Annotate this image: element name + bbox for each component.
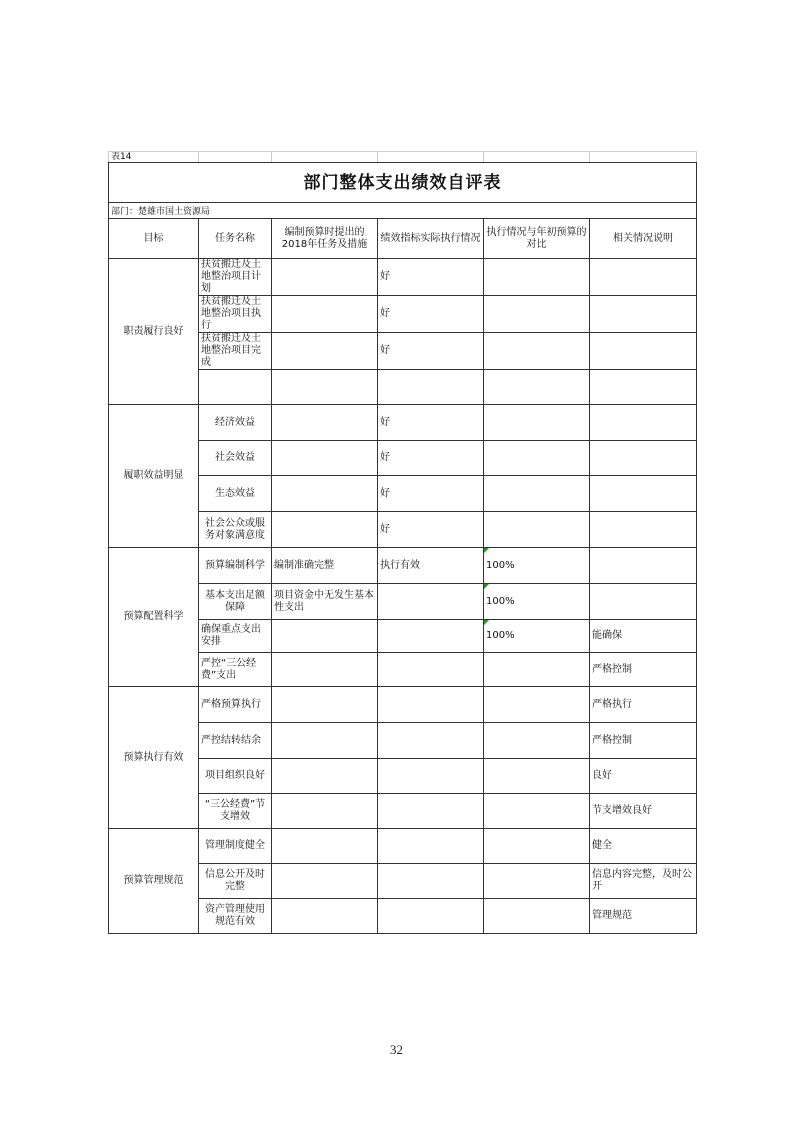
task-cell: 预算编制科学 — [199, 548, 272, 584]
actual-cell — [378, 829, 484, 864]
task-cell — [199, 370, 272, 405]
goal-cell: 履职效益明显 — [109, 405, 199, 548]
plan-cell: 编制准确完整 — [272, 548, 378, 584]
header-note: 相关情况说明 — [590, 219, 697, 259]
goal-cell: 预算配置科学 — [109, 548, 199, 687]
compare-cell — [484, 829, 590, 864]
goal-cell: 预算管理规范 — [109, 829, 199, 934]
plan-cell — [272, 370, 378, 405]
note-cell: 信息内容完整，及时公开 — [590, 864, 697, 899]
note-cell — [590, 405, 697, 441]
actual-cell: 好 — [378, 296, 484, 333]
compare-cell: 100% — [484, 548, 590, 584]
table-number: 表14 — [109, 152, 199, 163]
task-cell: 经济效益 — [199, 405, 272, 441]
note-cell: 严格控制 — [590, 723, 697, 759]
compare-cell — [484, 296, 590, 333]
task-cell: “三公经费”节支增效 — [199, 794, 272, 829]
note-cell: 节支增效良好 — [590, 794, 697, 829]
compare-cell: 100% — [484, 620, 590, 653]
note-cell — [590, 441, 697, 476]
actual-cell: 好 — [378, 441, 484, 476]
task-cell: 社会效益 — [199, 441, 272, 476]
task-cell: 扶贫搬迁及土地整治项目完成 — [199, 333, 272, 370]
task-cell: 管理制度健全 — [199, 829, 272, 864]
plan-cell — [272, 333, 378, 370]
task-cell: 确保重点支出安排 — [199, 620, 272, 653]
actual-cell — [378, 653, 484, 687]
note-cell — [590, 296, 697, 333]
actual-cell: 好 — [378, 259, 484, 296]
compare-cell — [484, 370, 590, 405]
task-cell: 信息公开及时完整 — [199, 864, 272, 899]
task-cell: 基本支出足额保障 — [199, 584, 272, 620]
compare-cell — [484, 405, 590, 441]
note-cell — [590, 259, 697, 296]
actual-cell — [378, 794, 484, 829]
plan-cell — [272, 864, 378, 899]
note-cell — [590, 333, 697, 370]
plan-cell — [272, 405, 378, 441]
compare-cell — [484, 899, 590, 934]
compare-cell — [484, 333, 590, 370]
note-cell — [590, 548, 697, 584]
actual-cell — [378, 723, 484, 759]
plan-cell — [272, 512, 378, 548]
plan-cell — [272, 296, 378, 333]
actual-cell — [378, 864, 484, 899]
actual-cell: 好 — [378, 512, 484, 548]
note-cell: 健全 — [590, 829, 697, 864]
goal-cell: 职责履行良好 — [109, 259, 199, 405]
note-cell — [590, 370, 697, 405]
actual-cell: 好 — [378, 333, 484, 370]
actual-cell — [378, 584, 484, 620]
compare-cell — [484, 794, 590, 829]
plan-cell — [272, 829, 378, 864]
compare-cell — [484, 476, 590, 512]
actual-cell: 执行有效 — [378, 548, 484, 584]
compare-cell — [484, 653, 590, 687]
header-plan: 编制预算时提出的2018年任务及措施 — [272, 219, 378, 259]
task-cell: 严控结转结余 — [199, 723, 272, 759]
header-task: 任务名称 — [199, 219, 272, 259]
actual-cell — [378, 620, 484, 653]
actual-cell: 好 — [378, 405, 484, 441]
table-row — [109, 829, 697, 864]
goal-cell: 预算执行有效 — [109, 687, 199, 829]
plan-cell — [272, 653, 378, 687]
task-cell: 社会公众或服务对象满意度 — [199, 512, 272, 548]
plan-cell — [272, 723, 378, 759]
task-cell: 严控“三公经费”支出 — [199, 653, 272, 687]
plan-cell — [272, 259, 378, 296]
compare-cell — [484, 759, 590, 794]
note-cell: 能确保 — [590, 620, 697, 653]
note-cell: 管理规范 — [590, 899, 697, 934]
table-row — [109, 548, 697, 584]
note-cell — [590, 512, 697, 548]
plan-cell — [272, 476, 378, 512]
task-cell: 资产管理使用规范有效 — [199, 899, 272, 934]
note-cell: 严格执行 — [590, 687, 697, 723]
plan-cell — [272, 441, 378, 476]
table-row — [109, 405, 697, 441]
task-cell: 生态效益 — [199, 476, 272, 512]
plan-cell — [272, 620, 378, 653]
header-actual: 绩效指标实际执行情况 — [378, 219, 484, 259]
header-goal: 目标 — [109, 219, 199, 259]
department-label: 部门：楚雄市国土资源局 — [109, 203, 697, 219]
compare-cell — [484, 259, 590, 296]
plan-cell — [272, 687, 378, 723]
compare-cell — [484, 687, 590, 723]
task-cell: 扶贫搬迁及土地整治项目计划 — [199, 259, 272, 296]
table-row — [109, 259, 697, 296]
actual-cell — [378, 687, 484, 723]
note-cell: 严格控制 — [590, 653, 697, 687]
plan-cell — [272, 759, 378, 794]
task-cell: 扶贫搬迁及土地整治项目执行 — [199, 296, 272, 333]
task-cell: 项目组织良好 — [199, 759, 272, 794]
note-cell: 良好 — [590, 759, 697, 794]
performance-table — [108, 151, 696, 934]
page-title: 部门整体支出绩效自评表 — [109, 163, 697, 203]
actual-cell — [378, 899, 484, 934]
plan-cell: 项目资金中无发生基本性支出 — [272, 584, 378, 620]
actual-cell — [378, 370, 484, 405]
note-cell — [590, 476, 697, 512]
plan-cell — [272, 794, 378, 829]
task-cell: 严格预算执行 — [199, 687, 272, 723]
compare-cell — [484, 864, 590, 899]
actual-cell: 好 — [378, 476, 484, 512]
page-number: 32 — [390, 1042, 403, 1057]
compare-cell — [484, 723, 590, 759]
header-row — [109, 219, 697, 259]
compare-cell — [484, 512, 590, 548]
compare-cell: 100% — [484, 584, 590, 620]
actual-cell — [378, 759, 484, 794]
note-cell — [590, 584, 697, 620]
header-compare: 执行情况与年初预算的对比 — [484, 219, 590, 259]
plan-cell — [272, 899, 378, 934]
compare-cell — [484, 441, 590, 476]
table-row — [109, 687, 697, 723]
